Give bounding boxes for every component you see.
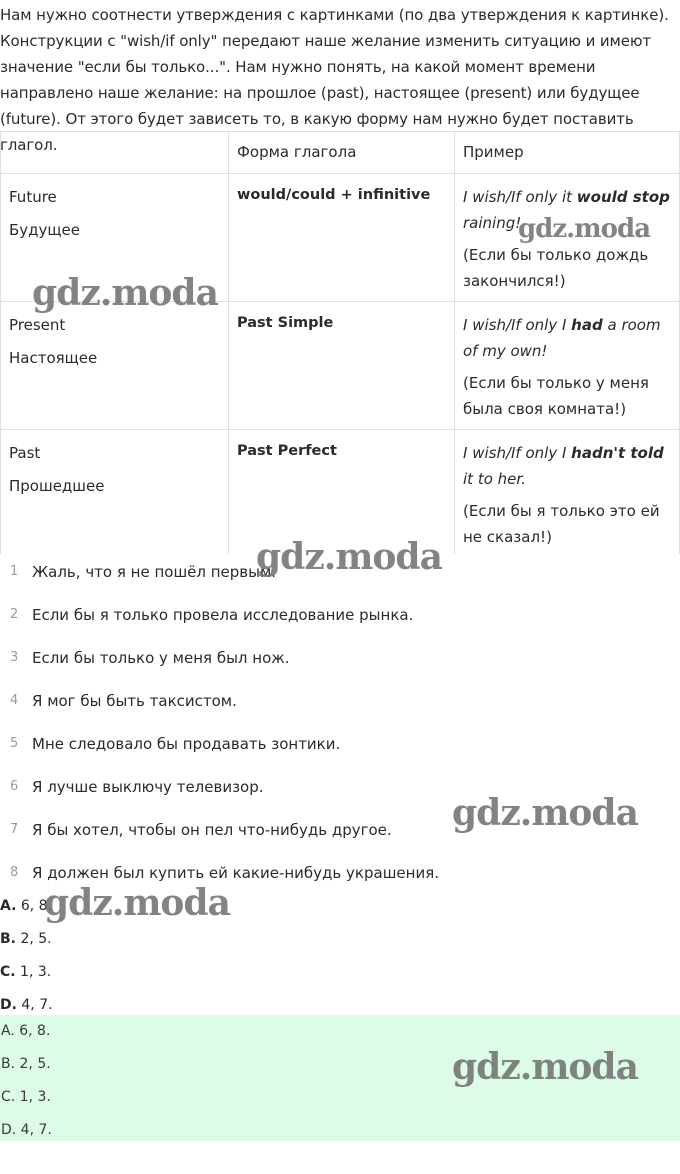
table-row-present	[1, 302, 680, 430]
grammar-table	[0, 131, 680, 554]
example-cell	[455, 302, 680, 430]
example-cell	[455, 430, 680, 554]
header-cell-example: Пример	[455, 132, 680, 174]
item-number: 5	[10, 736, 19, 751]
item-number: 6	[10, 779, 19, 794]
watermark: gdz.moda	[518, 214, 651, 244]
example-text: it to her.	[463, 470, 526, 488]
example-en	[463, 312, 671, 364]
example-text: I wish/If only I	[463, 444, 572, 462]
example-ru: (Если бы только дождь закончился!)	[463, 246, 649, 290]
item-text: Мне следовало бы продавать зонтики.	[32, 735, 341, 753]
header-cell-empty	[1, 132, 229, 174]
answer-value: 6, 8.	[16, 898, 53, 914]
answer-letter: B.	[0, 931, 16, 947]
form-cell	[229, 430, 455, 554]
item-number: 1	[10, 564, 19, 579]
table-header-row	[1, 132, 680, 174]
example-text: I wish/If only it	[463, 188, 577, 206]
intro-paragraph: Нам нужно соотнести утверждения с картинками (по два утверждения к картинке). Конструкции с "wish/if only" передают наше желание изменить ситуацию и имеют значение "если бы только...". Нам нужно понять, на какой момент времени направлено наше желание: на прошлое (past), настоящее (present) или будущее (future). От этого будет зависеть то, в какую форму нам нужно будет поставить глагол.	[0, 6, 669, 154]
item-text: Если бы только у меня был нож.	[32, 649, 290, 667]
example-ru: (Если бы я только это ей не сказал!)	[463, 502, 660, 546]
correct-answer-item: C. 1, 3.	[1, 1089, 51, 1105]
item-text: Если бы я только провела исследование рынка.	[32, 606, 414, 624]
tense-cell	[1, 430, 229, 554]
example-text: I wish/If only I	[463, 316, 572, 334]
item-text: Я бы хотел, чтобы он пел что-нибудь другое.	[32, 821, 392, 839]
example-text: a room of my own!	[463, 316, 661, 360]
item-number: 7	[10, 822, 19, 837]
answer-item	[0, 956, 51, 989]
verb-form: Past Simple	[237, 315, 334, 331]
form-cell	[229, 302, 455, 430]
correct-answer-item: A. 6, 8.	[1, 1023, 51, 1039]
watermark: gdz.moda	[256, 536, 442, 578]
answer-value: 2, 5.	[16, 931, 52, 947]
example-highlight: hadn't told	[571, 444, 664, 462]
item-number: 4	[10, 693, 19, 708]
answer-letter: D.	[0, 997, 17, 1013]
answer-letter: A.	[0, 898, 17, 914]
example-en	[463, 440, 671, 492]
watermark: gdz.moda	[44, 882, 230, 924]
tense-en: Past	[9, 444, 41, 462]
item-text: Я лучше выключу телевизор.	[32, 778, 264, 796]
verb-form: would/could + infinitive	[237, 187, 431, 203]
example-highlight: had	[571, 316, 603, 334]
tense-en: Present	[9, 316, 66, 334]
item-text: Жаль, что я не пошёл первым.	[32, 563, 277, 581]
header-cell-form: Форма глагола	[229, 132, 455, 174]
item-number: 2	[10, 607, 19, 622]
example-text: raining!	[463, 214, 522, 232]
correct-answer-item: B. 2, 5.	[1, 1056, 51, 1072]
tense-cell	[1, 302, 229, 430]
tense-ru: Прошедшее	[9, 477, 105, 495]
table-row-past	[1, 430, 680, 554]
answer-value: 1, 3.	[15, 964, 52, 980]
example-highlight: would stop	[576, 188, 670, 206]
tense-en: Future	[9, 188, 57, 206]
answer-value: 4, 7.	[16, 997, 53, 1013]
item-number: 3	[10, 650, 19, 665]
tense-ru: Настоящее	[9, 349, 98, 367]
item-text: Я должен был купить ей какие-нибудь украшения.	[32, 864, 439, 882]
form-cell	[229, 174, 455, 302]
watermark: gdz.moda	[452, 792, 638, 834]
correct-answer-item: D. 4, 7.	[1, 1122, 52, 1138]
answer-letter: C.	[0, 964, 16, 980]
watermark: gdz.moda	[32, 272, 218, 314]
example-ru: (Если бы только у меня была своя комната!)	[463, 374, 649, 418]
answer-item	[0, 923, 52, 956]
tense-ru: Будущее	[9, 221, 81, 239]
watermark: gdz.moda	[452, 1046, 638, 1088]
item-text: Я мог бы быть таксистом.	[32, 692, 237, 710]
verb-form: Past Perfect	[237, 443, 337, 459]
item-number: 8	[10, 865, 19, 880]
